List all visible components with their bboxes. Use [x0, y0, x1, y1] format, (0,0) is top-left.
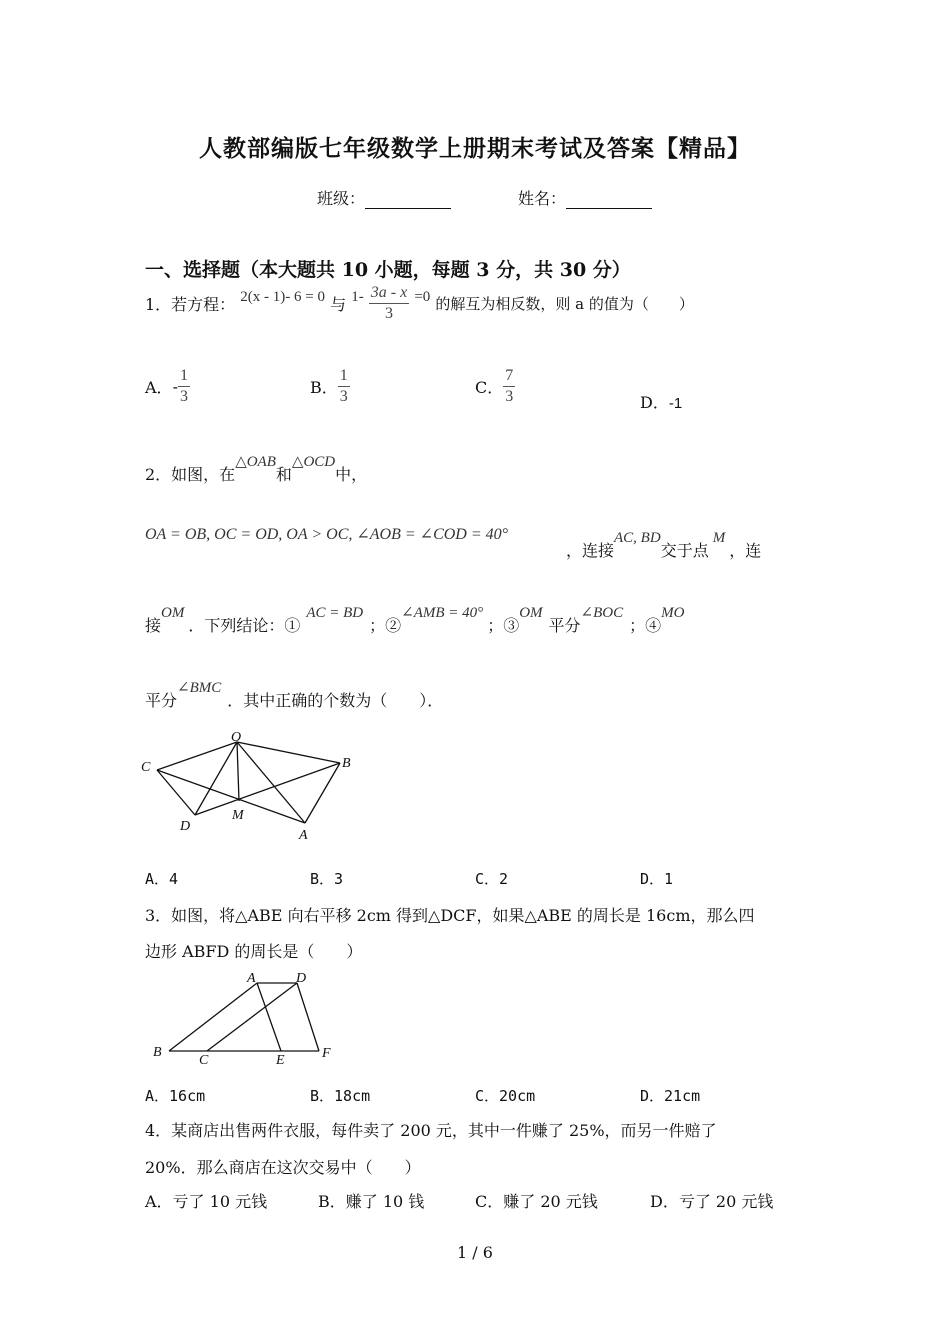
segment-DF	[297, 983, 319, 1051]
option-numerator: 7	[503, 366, 515, 387]
q2-text: ，连接	[566, 541, 615, 560]
q2-text: 交于点	[660, 541, 709, 560]
q2-option-a: A．4	[145, 870, 179, 888]
q1-connector: 与	[330, 295, 347, 314]
q3-line-1: 3．如图，将△ABE 向右平移 2cm 得到△DCF，如果△ABE 的周长是 16cm，那么四	[145, 906, 755, 925]
page-title: 人教部编版七年级数学上册期末考试及答案【精品】	[199, 135, 751, 162]
q2-line-1	[145, 454, 368, 485]
q1-fraction-denominator: 3	[385, 305, 393, 322]
q2-math: M	[712, 530, 726, 546]
q2-text: 接	[145, 616, 162, 635]
q2-figure	[135, 725, 365, 845]
name-field	[518, 186, 652, 209]
option-label: C．	[475, 378, 504, 397]
q2-math: OM	[161, 605, 185, 621]
option-label: A．	[145, 378, 173, 397]
q2-text: 2．如图，在	[145, 465, 236, 484]
section-heading: 一、选择题（本大题共 10 小题，每题 3 分，共 30 分）	[145, 259, 631, 281]
q1-fraction-numerator: 3a - x	[369, 283, 409, 304]
label-O: O	[231, 730, 242, 745]
label-C: C	[141, 760, 151, 775]
q4-option-a: A．亏了 10 元钱	[145, 1192, 268, 1211]
label-D: D	[180, 819, 191, 834]
q2-text: 平分	[145, 691, 178, 710]
segment-BA	[305, 763, 340, 823]
q2-line-3	[145, 605, 685, 636]
label-F: F	[322, 1046, 331, 1061]
q2-text: 和	[275, 465, 292, 484]
q2-text: 中，	[335, 465, 368, 484]
q2-math: △OCD	[291, 454, 336, 470]
label-A: A	[299, 828, 308, 843]
option-label: B．	[310, 378, 338, 397]
segment-OC	[157, 742, 237, 770]
q1-option-c	[475, 366, 515, 407]
name-blank	[566, 192, 652, 209]
q2-math: △OAB	[235, 454, 276, 470]
q1-equation-2-right: =0	[414, 289, 431, 305]
q2-text: ；④	[629, 616, 662, 635]
q2-text: ．其中正确的个数为（ ）．	[227, 691, 444, 710]
q1-equation-2-left: 1-	[351, 289, 364, 305]
q3-line-2: 边形 ABFD 的周长是（ ）	[145, 942, 363, 961]
option-fraction	[338, 366, 350, 407]
option-fraction	[503, 366, 515, 407]
q1-tail: 的解互为相反数，则 a 的值为（ ）	[435, 295, 694, 313]
label-M: M	[232, 808, 244, 823]
q2-math: AC = BD	[306, 605, 364, 621]
option-denominator: 3	[505, 388, 514, 405]
q4-option-b: B．赚了 10 钱	[318, 1192, 425, 1211]
q2-text: ．下列结论：①	[188, 616, 301, 635]
q2-text: ；③	[487, 616, 520, 635]
q4-line-1: 4．某商店出售两件衣服，每件卖了 200 元，其中一件赚了 25%，而另一件赔了	[145, 1121, 717, 1140]
label-D: D	[296, 971, 307, 986]
segment-AB	[169, 983, 257, 1051]
option-sign: -	[172, 377, 178, 396]
q2-math: ∠AMB = 40°	[401, 605, 484, 621]
option-text: -1	[668, 395, 683, 412]
option-numerator: 1	[178, 366, 190, 387]
q1-equation-2-fraction	[369, 283, 409, 324]
q1-option-a	[145, 366, 190, 407]
q2-line-2-tail	[566, 530, 762, 561]
option-label: D．	[640, 393, 669, 412]
q1-option-b	[310, 366, 350, 407]
option-denominator: 3	[179, 388, 188, 405]
segment-OD	[195, 742, 237, 815]
q4-option-c: C．赚了 20 元钱	[475, 1192, 598, 1211]
q2-option-d: D．1	[640, 870, 674, 888]
label-C: C	[199, 1053, 209, 1068]
q2-math: AC, BD	[614, 530, 661, 546]
segment-AE	[257, 983, 281, 1051]
segment-DC	[207, 983, 297, 1051]
q2-math: OM	[519, 605, 543, 621]
q2-text: ，连	[729, 541, 762, 560]
q3-option-c: C．20cm	[475, 1087, 536, 1105]
option-fraction	[178, 366, 190, 407]
q3-option-d: D．21cm	[640, 1087, 701, 1105]
q4-option-d: D．亏了 20 元钱	[650, 1192, 774, 1211]
q1-option-d	[640, 390, 682, 413]
segment-OM	[237, 742, 239, 801]
label-B: B	[153, 1045, 162, 1060]
q2-text: ；②	[369, 616, 402, 635]
q2-math: ∠BOC	[580, 605, 624, 621]
q1-equation-1: 2(x - 1)- 6 = 0	[240, 289, 325, 305]
label-E: E	[276, 1053, 285, 1068]
option-denominator: 3	[339, 388, 348, 405]
q2-option-c: C．2	[475, 870, 509, 888]
q1-number: 1．若方程：	[145, 295, 236, 314]
q2-option-b: B．3	[310, 870, 344, 888]
segment-DB	[195, 763, 340, 815]
label-A: A	[247, 971, 256, 986]
label-B: B	[342, 756, 351, 771]
class-field	[317, 186, 451, 209]
q2-line-4	[145, 680, 444, 711]
q4-line-2: 20%．那么商店在这次交易中（ ）	[145, 1158, 421, 1177]
option-numerator: 1	[338, 366, 350, 387]
q3-figure	[145, 970, 345, 1070]
class-label: 班级：	[317, 189, 366, 208]
question-1	[145, 283, 694, 324]
q2-condition-math: OA = OB, OC = OD, OA > OC, ∠AOB = ∠COD = 40°	[145, 526, 509, 543]
class-blank	[365, 192, 451, 209]
q2-line-2	[145, 524, 508, 544]
q3-option-b: B．18cm	[310, 1087, 371, 1105]
q2-math: ∠BMC	[177, 680, 222, 696]
page-number: 1 / 6	[457, 1243, 493, 1262]
q3-option-a: A．16cm	[145, 1087, 206, 1105]
name-label: 姓名：	[518, 189, 567, 208]
q2-math: MO	[661, 605, 685, 621]
q2-text: 平分	[548, 616, 581, 635]
